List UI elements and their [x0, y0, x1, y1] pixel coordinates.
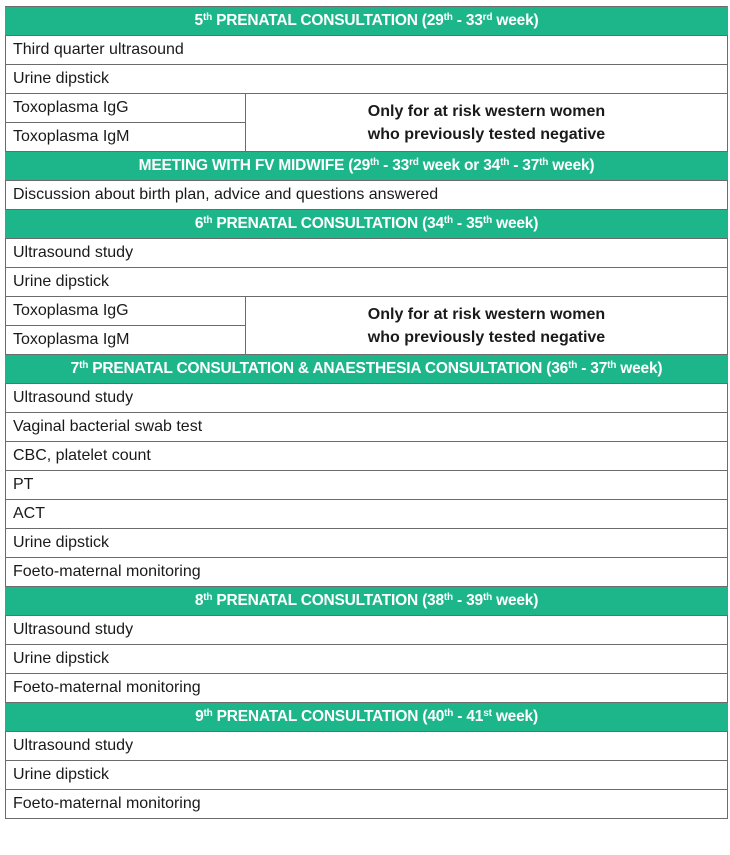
table-row: [6, 384, 728, 413]
table-row: [6, 500, 728, 529]
exam-item: Toxoplasma IgG: [6, 94, 246, 123]
exam-item: Ultrasound study: [6, 732, 728, 761]
table-row: [6, 790, 728, 819]
section-title: 7th PRENATAL CONSULTATION & ANAESTHESIA CONSULTATION (36th - 37th week): [6, 355, 728, 384]
risk-note: Only for at risk western women who previously tested negative: [246, 94, 728, 152]
section-header-9th-consultation: [6, 703, 728, 732]
table-row: [6, 94, 728, 123]
exam-item: Urine dipstick: [6, 645, 728, 674]
section-title: 5th PRENATAL CONSULTATION (29th - 33rd week): [6, 7, 728, 36]
exam-item: ACT: [6, 500, 728, 529]
section-title: 6th PRENATAL CONSULTATION (34th - 35th week): [6, 210, 728, 239]
table-row: [6, 529, 728, 558]
table-row: [6, 645, 728, 674]
section-header-5th-consultation: [6, 7, 728, 36]
exam-item: Foeto-maternal monitoring: [6, 674, 728, 703]
table-row: [6, 616, 728, 645]
exam-item: Vaginal bacterial swab test: [6, 413, 728, 442]
exam-item: Urine dipstick: [6, 65, 728, 94]
prenatal-schedule-table: [5, 6, 728, 819]
exam-item: CBC, platelet count: [6, 442, 728, 471]
table-row: [6, 732, 728, 761]
exam-item: Foeto-maternal monitoring: [6, 558, 728, 587]
exam-item: Urine dipstick: [6, 761, 728, 790]
section-header-8th-consultation: [6, 587, 728, 616]
table-row: [6, 65, 728, 94]
exam-item: Ultrasound study: [6, 616, 728, 645]
exam-item: Toxoplasma IgM: [6, 123, 246, 152]
table-row: [6, 413, 728, 442]
risk-note: Only for at risk western women who previously tested negative: [246, 297, 728, 355]
table-row: [6, 181, 728, 210]
table-row: [6, 674, 728, 703]
table-row: [6, 471, 728, 500]
exam-item: Foeto-maternal monitoring: [6, 790, 728, 819]
exam-item: Ultrasound study: [6, 384, 728, 413]
section-title: 8th PRENATAL CONSULTATION (38th - 39th week): [6, 587, 728, 616]
section-header-midwife-meeting: [6, 152, 728, 181]
table-row: [6, 268, 728, 297]
exam-item: Urine dipstick: [6, 529, 728, 558]
section-title: MEETING WITH FV MIDWIFE (29th - 33rd week or 34th - 37th week): [6, 152, 728, 181]
table-row: [6, 442, 728, 471]
exam-item: PT: [6, 471, 728, 500]
exam-item: Discussion about birth plan, advice and questions answered: [6, 181, 728, 210]
exam-item: Toxoplasma IgM: [6, 326, 246, 355]
table-row: [6, 761, 728, 790]
section-title: 9th PRENATAL CONSULTATION (40th - 41st week): [6, 703, 728, 732]
exam-item: Ultrasound study: [6, 239, 728, 268]
table-row: [6, 297, 728, 326]
exam-item: Toxoplasma IgG: [6, 297, 246, 326]
table-row: [6, 239, 728, 268]
exam-item: Third quarter ultrasound: [6, 36, 728, 65]
exam-item: Urine dipstick: [6, 268, 728, 297]
table-row: [6, 36, 728, 65]
section-header-6th-consultation: [6, 210, 728, 239]
section-header-7th-consultation: [6, 355, 728, 384]
table-row: [6, 558, 728, 587]
